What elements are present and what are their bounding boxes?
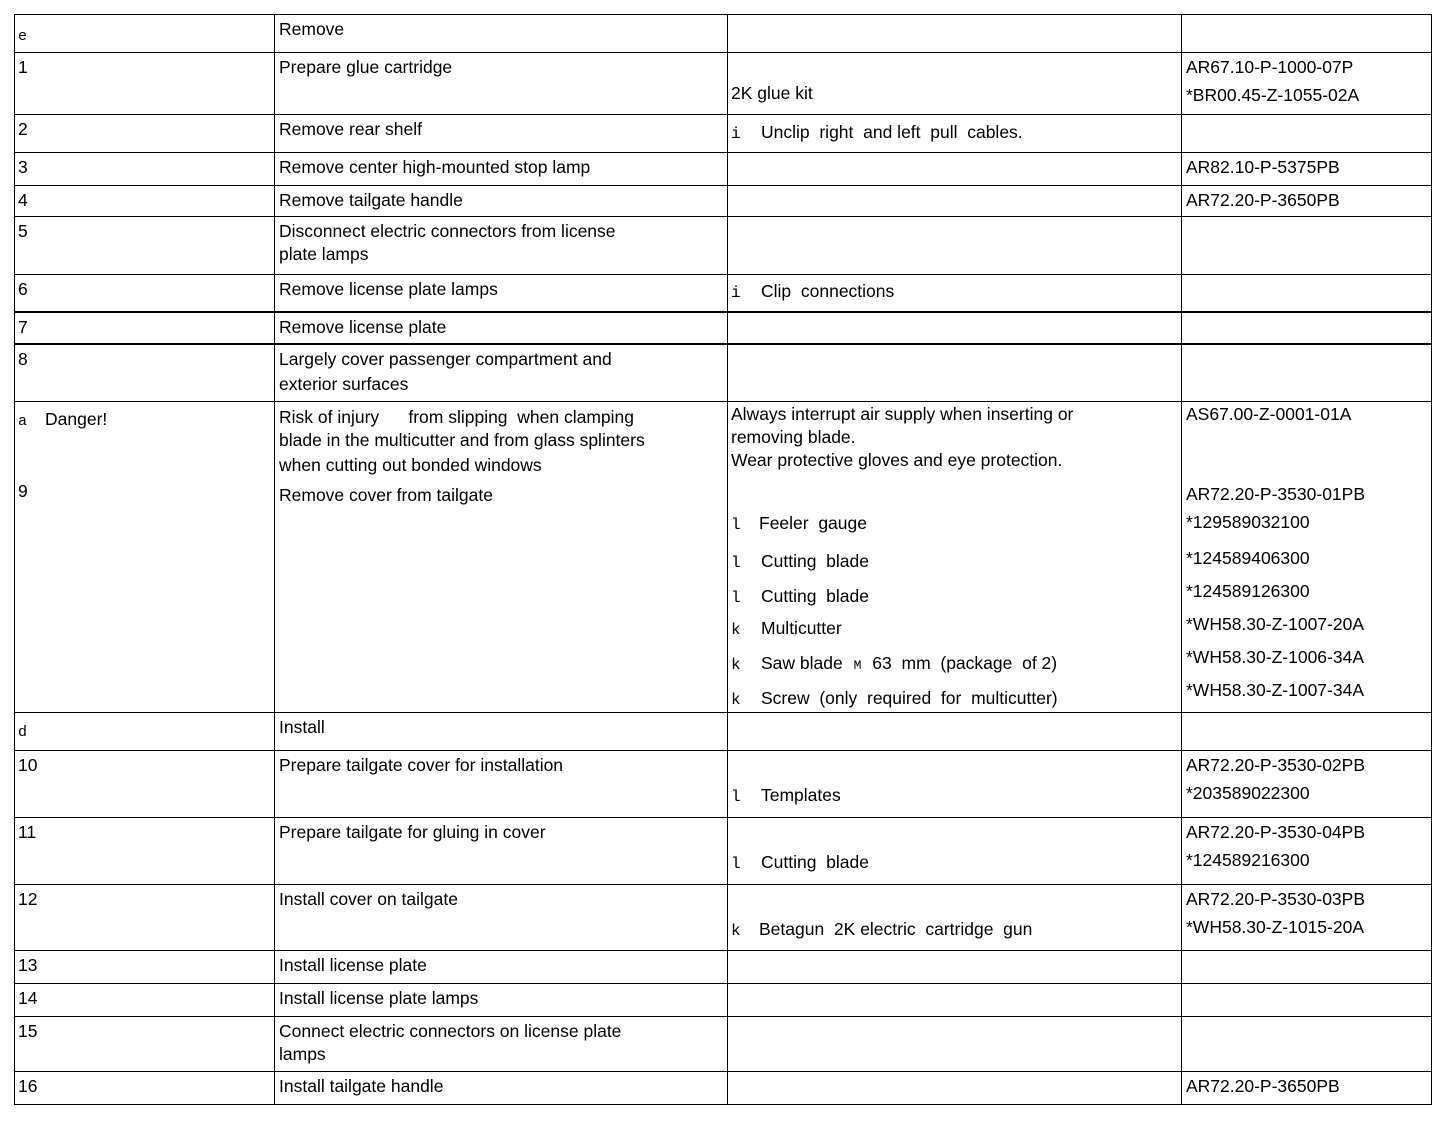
table-row — [15, 115, 1432, 153]
tool-item: l Templates — [731, 784, 1181, 809]
info-icon: i — [731, 284, 741, 302]
step-number: 5 — [15, 217, 275, 275]
step-number: 3 — [15, 153, 275, 186]
step-number: 6 — [15, 275, 275, 312]
reference-link[interactable]: *124589216300 — [1186, 850, 1310, 870]
tool-icon: l — [731, 589, 741, 607]
step-text: Prepare tailgate for gluing in cover — [275, 818, 728, 885]
table-row — [15, 885, 1432, 951]
step-number: 11 — [15, 818, 275, 885]
reference-link[interactable]: AR72.20-P-3650PB — [1182, 186, 1432, 217]
tool-item: k Saw blade M 63 mm (package of 2) — [731, 652, 1181, 677]
table-row — [15, 951, 1432, 984]
tool-icon: k — [731, 691, 741, 709]
danger-text: blade in the multicutter and from glass splinters — [279, 430, 645, 450]
reference-link[interactable]: AR72.20-P-3530-01PB — [1186, 484, 1365, 504]
step-text: Remove tailgate handle — [275, 186, 728, 217]
tool-icon: k — [731, 922, 741, 940]
table-row — [15, 1072, 1432, 1105]
table-row — [15, 153, 1432, 186]
step-text: Remove center high-mounted stop lamp — [275, 153, 728, 186]
install-section-label: Install — [275, 713, 728, 751]
reference-link[interactable]: *WH58.30-Z-1007-20A — [1186, 614, 1364, 634]
remove-section-label: Remove — [275, 15, 728, 53]
step-number: 15 — [15, 1017, 275, 1072]
step-number: 16 — [15, 1072, 275, 1105]
table-row — [15, 312, 1432, 344]
reference-link[interactable]: *124589126300 — [1186, 581, 1310, 601]
table-row — [15, 984, 1432, 1017]
step-text: Disconnect electric connectors from license plate lamps — [275, 217, 728, 275]
tool-item: k Screw (only required for multicutter) — [731, 687, 1181, 712]
reference-link[interactable]: AR72.20-P-3530-03PB — [1186, 889, 1365, 909]
remove-marker: e — [18, 28, 28, 45]
step-text: Connect electric connectors on license plate lamps — [275, 1017, 728, 1072]
warning-icon: a — [18, 413, 28, 430]
diameter-icon: M — [853, 658, 862, 673]
step-text: Install license plate — [275, 951, 728, 984]
tool-item: l Cutting blade — [731, 550, 1181, 575]
tool-icon: k — [731, 656, 741, 674]
tool-icon: l — [731, 855, 741, 873]
step-number: 2 — [15, 115, 275, 153]
tool-item: l Feeler gauge — [731, 512, 1181, 537]
step-text: Install cover on tailgate — [275, 885, 728, 951]
table-row — [15, 1017, 1432, 1072]
reference-link[interactable]: AR67.10-P-1000-07P — [1186, 57, 1354, 77]
tool-item: l Cutting blade — [731, 851, 1181, 876]
reference-link[interactable]: *203589022300 — [1186, 783, 1310, 803]
step-text: Install tailgate handle — [275, 1072, 728, 1105]
reference-link[interactable]: AR82.10-P-5375PB — [1182, 153, 1432, 186]
reference-link[interactable]: *BR00.45-Z-1055-02A — [1186, 85, 1360, 105]
procedure-sheet — [14, 14, 1432, 1105]
step-number: 1 — [15, 53, 275, 115]
danger-info: Always interrupt air supply when inserting or — [731, 404, 1074, 424]
danger-info: removing blade. — [731, 427, 856, 447]
table-row — [15, 53, 1432, 115]
reference-link[interactable]: AR72.20-P-3530-02PB — [1186, 755, 1365, 775]
step-number: 9 — [18, 481, 28, 501]
tool-icon: l — [731, 788, 741, 806]
info-icon: i — [731, 125, 741, 143]
table-row — [15, 275, 1432, 312]
reference-link[interactable]: AS67.00-Z-0001-01A — [1186, 404, 1352, 424]
step-number: 7 — [15, 312, 275, 344]
step-number: 4 — [15, 186, 275, 217]
tool-icon: k — [731, 621, 741, 639]
table-row — [15, 186, 1432, 217]
step-number: 12 — [15, 885, 275, 951]
tool-item: k Betagun 2K electric cartridge gun — [731, 918, 1181, 943]
tool-icon: l — [731, 516, 741, 534]
step-text: Remove cover from tailgate — [279, 485, 493, 505]
reference-link[interactable]: AR72.20-P-3650PB — [1182, 1072, 1432, 1105]
reference-link[interactable]: *124589406300 — [1186, 548, 1310, 568]
tool-icon: l — [731, 554, 741, 572]
procedure-table — [14, 14, 1432, 1105]
section-row-install — [15, 713, 1432, 751]
danger-info: Wear protective gloves and eye protection. — [731, 450, 1063, 470]
tool-item: k Multicutter — [731, 617, 1181, 642]
step-number: 10 — [15, 751, 275, 818]
tool-item: l Cutting blade — [731, 585, 1181, 610]
step-text: Remove license plate lamps — [275, 275, 728, 312]
danger-row — [15, 402, 1432, 713]
section-row-remove — [15, 15, 1432, 53]
step-number: 8 — [15, 344, 275, 402]
table-row — [15, 344, 1432, 402]
danger-label: Danger! — [45, 409, 108, 429]
step-info: 2K glue kit — [731, 83, 813, 103]
danger-text: when cutting out bonded windows — [279, 455, 542, 475]
table-row — [15, 751, 1432, 818]
step-number: 14 — [15, 984, 275, 1017]
step-info: Unclip right and left pull cables. — [761, 122, 1023, 142]
reference-link[interactable]: *WH58.30-Z-1015-20A — [1186, 917, 1364, 937]
step-text: Prepare tailgate cover for installation — [275, 751, 728, 818]
table-row — [15, 217, 1432, 275]
step-text: Largely cover passenger compartment and exterior surfaces — [275, 344, 728, 402]
step-text: Prepare glue cartridge — [275, 53, 728, 115]
install-marker: d — [18, 724, 28, 741]
step-info: Clip connections — [761, 281, 895, 301]
table-row — [15, 818, 1432, 885]
reference-link[interactable]: *WH58.30-Z-1006-34A — [1186, 647, 1364, 667]
step-number: 13 — [15, 951, 275, 984]
step-text: Remove license plate — [275, 312, 728, 344]
reference-link[interactable]: *129589032100 — [1186, 512, 1310, 532]
step-text: Install license plate lamps — [275, 984, 728, 1017]
reference-link[interactable]: *WH58.30-Z-1007-34A — [1186, 680, 1364, 700]
reference-link[interactable]: AR72.20-P-3530-04PB — [1186, 822, 1365, 842]
step-text: Remove rear shelf — [275, 115, 728, 153]
danger-text: Risk of injury from slipping when clamping — [279, 407, 634, 427]
